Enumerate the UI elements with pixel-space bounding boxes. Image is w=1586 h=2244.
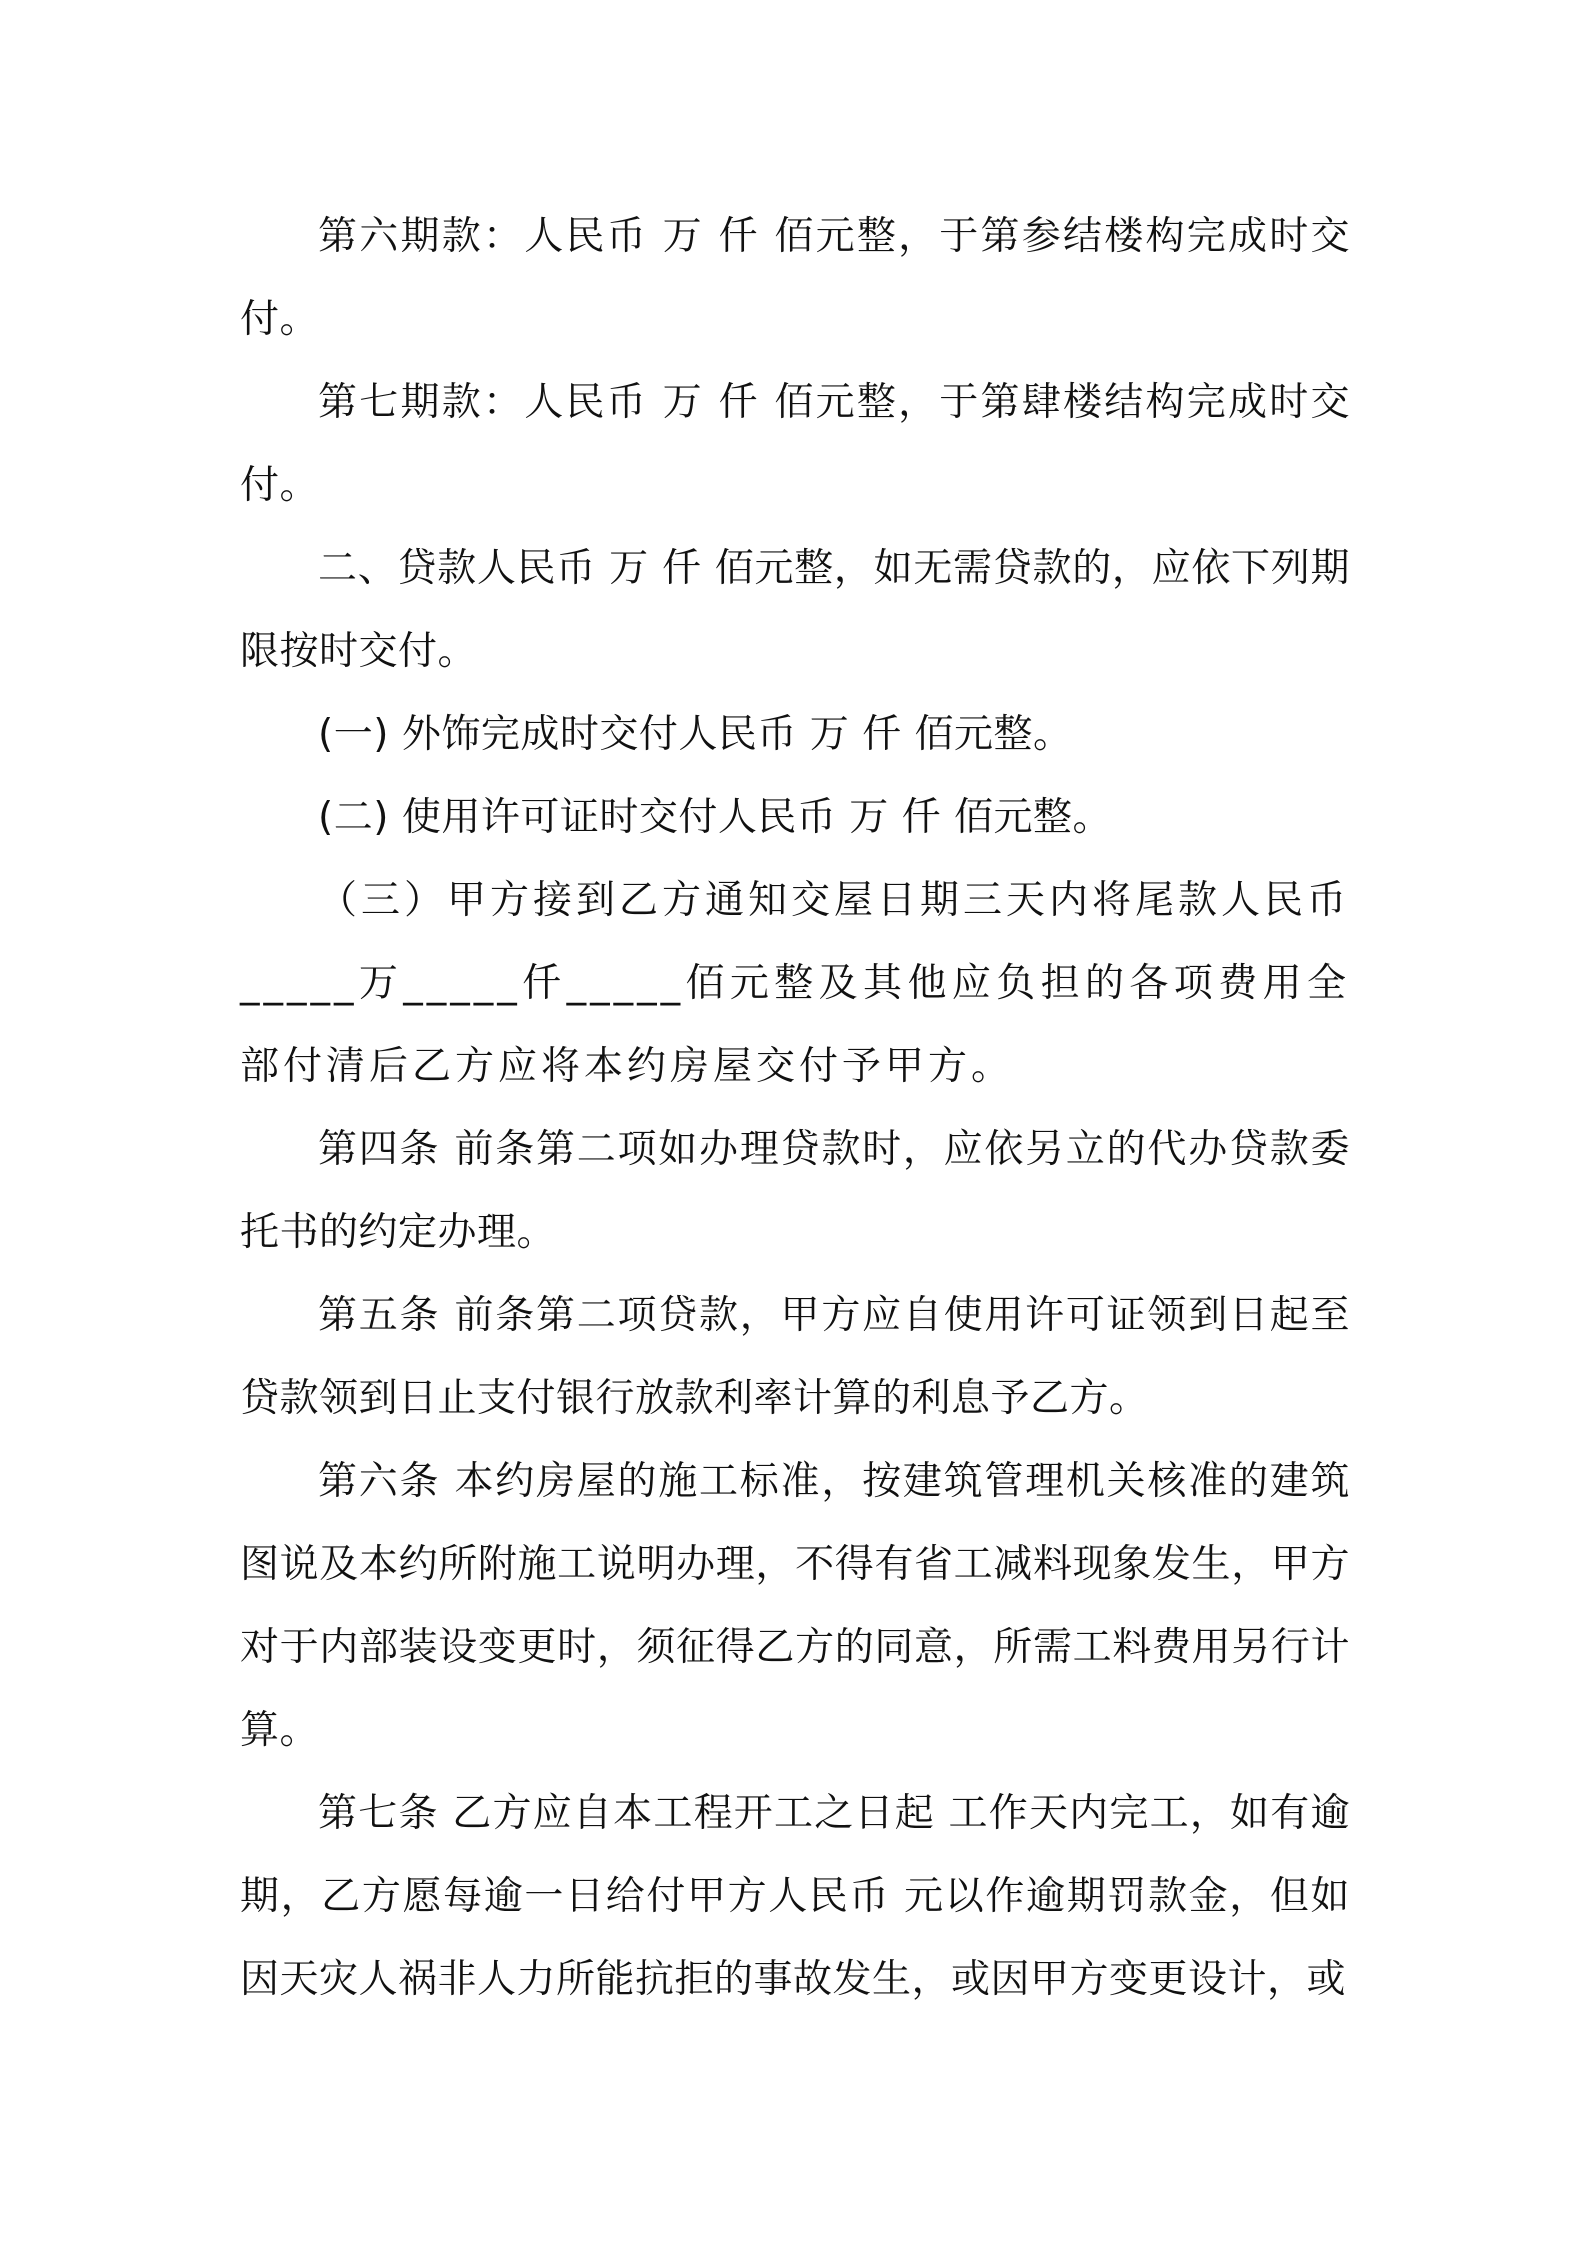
paragraph-seventh-payment: 第七期款：人民币 万 仟 佰元整，于第肆楼结构完成时交付。 <box>240 380 1350 508</box>
paragraph-article-4: 第四条 前条第二项如办理贷款时，应依另立的代办贷款委托书的约定办理。 <box>240 1127 1350 1255</box>
paragraph-loan-item-3: （三）甲方接到乙方通知交屋日期三天内将尾款人民币_____万_____仟_____佰元整及其他应负担的各项费用全部付清后乙方应将本约房屋交付予甲方。 <box>240 878 1351 1089</box>
paragraph-loan-item-2: (二) 使用许可证时交付人民币 万 仟 佰元整。 <box>318 795 1113 840</box>
paragraph-loan-item-1: (一) 外饰完成时交付人民币 万 仟 佰元整。 <box>318 712 1073 757</box>
paragraph-article-6: 第六条 本约房屋的施工标准，按建筑管理机关核准的建筑图说及本约所附施工说明办理，不得有省工减料现象发生，甲方对于内部装设变更时，须征得乙方的同意，所需工料费用另行计算。 <box>240 1459 1350 1753</box>
paragraph-loan: 二、贷款人民币 万 仟 佰元整，如无需贷款的，应依下列期限按时交付。 <box>240 546 1350 674</box>
paragraph-article-7: 第七条 乙方应自本工程开工之日起 工作天内完工，如有逾期，乙方愿每逾一日给付甲方人民币 元以作逾期罚款金，但如因天灾人祸非人力所能抗拒的事故发生，或因甲方变更设计，或 <box>240 1791 1350 2002</box>
paragraph-sixth-payment: 第六期款：人民币 万 仟 佰元整，于第参结楼构完成时交付。 <box>240 214 1350 342</box>
document-body <box>240 195 1350 2021</box>
paragraph-article-5: 第五条 前条第二项贷款，甲方应自使用许可证领到日起至贷款领到日止支付银行放款利率计算的利息予乙方。 <box>240 1293 1350 1421</box>
